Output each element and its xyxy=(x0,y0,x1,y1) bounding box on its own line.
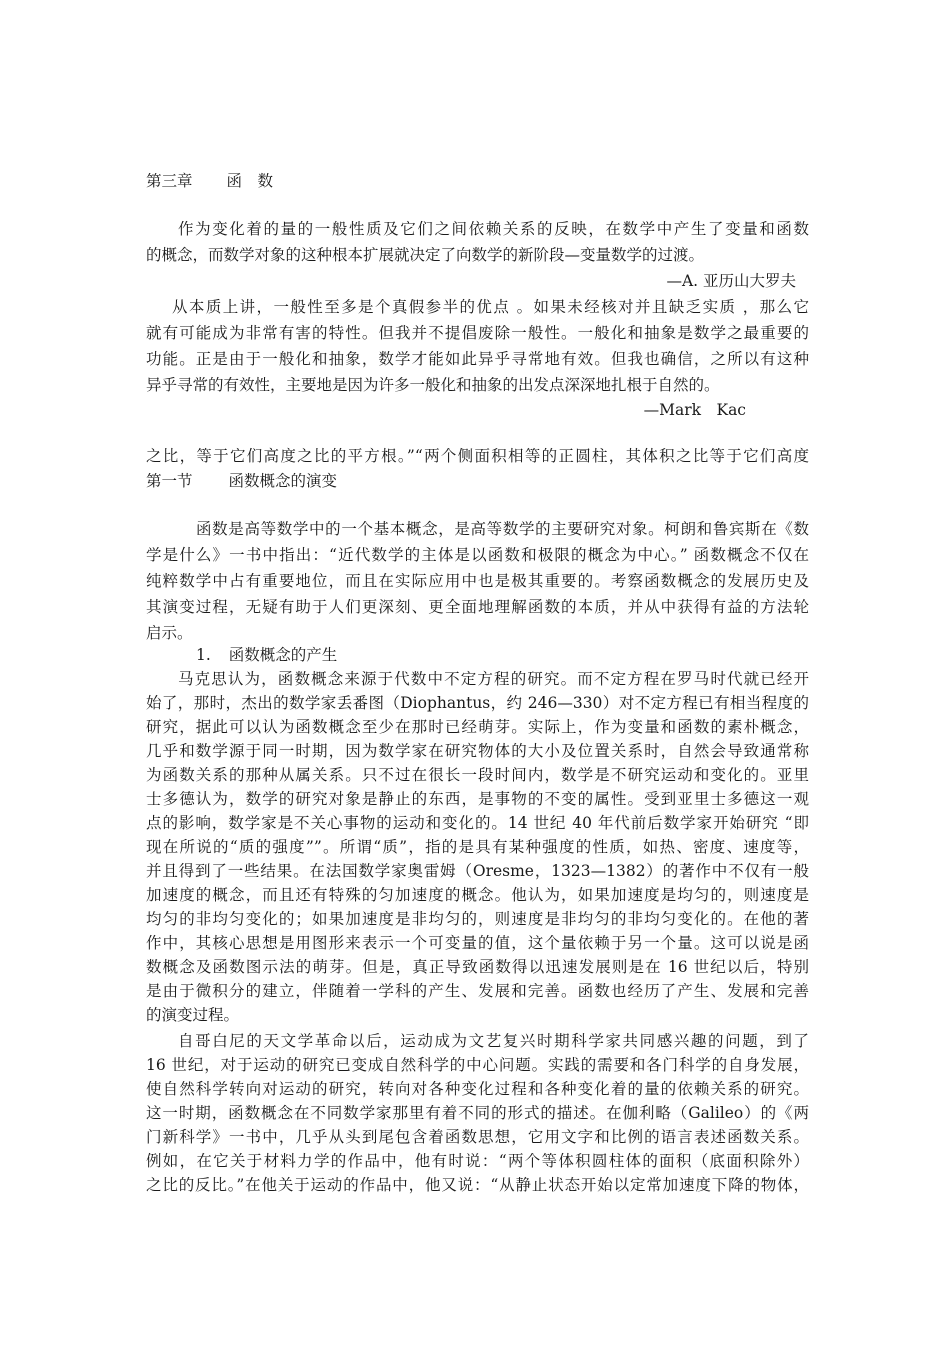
paragraph2-line: 加速度的概念，而且还有特殊的匀加速度的概念。他认为，如果加速度是均匀的，则速度是 xyxy=(146,886,809,904)
paragraph2-line: 为函数关系的那种从属关系。只不过在很长一段时间内，数学是不研究运动和变化的。亚里 xyxy=(146,766,809,784)
epigraph1-line: 作为变化着的量的一般性质及它们之间依赖关系的反映，在数学中产生了变量和函数 xyxy=(178,220,809,238)
paragraph2-line: 的演变过程。 xyxy=(146,1006,240,1024)
intro-line: 学是什么》一书中指出：“近代数学的主体是以函数和极限的概念为中心。” 函数概念不仅在 xyxy=(146,546,809,564)
epigraph2-line: 就有可能成为非常有害的特性。但我并不提倡废除一般性。一般化和抽象是数学之最重要的 xyxy=(146,324,809,342)
epigraph2-line: 从本质上讲，一般性至多是个真假参半的优点 。如果未经核对并且缺乏实质 ，那么它 xyxy=(172,298,809,316)
paragraph3-line: 16 世纪，对于运动的研究已变成自然科学的中心问题。实践的需要和各门科学的自身发展， xyxy=(146,1056,809,1074)
paragraph2-line: 点的影响，数学家是不关心事物的运动和变化的。14 世纪 40 年代前后数学家开始研究 “即 xyxy=(146,814,809,832)
intro-line: 启示。 xyxy=(146,624,193,642)
paragraph2-line: 始了，那时，杰出的数学家丢番图（Diophantus，约 246—330）对不定方程已有相当程度的 xyxy=(146,694,809,712)
paragraph3-line: 门新科学》一书中，几乎从头到尾包含着函数思想，它用文字和比例的语言表述函数关系。 xyxy=(146,1128,809,1146)
section-number: 第一节 xyxy=(146,472,193,490)
epigraph2-line: 功能。正是由于一般化和抽象，数学才能如此异乎寻常地有效。但我也确信，之所以有这种 xyxy=(146,350,809,368)
paragraph2-line: 并且得到了一些结果。在法国数学家奥雷姆（Oresme，1323—1382）的著作中不仅有一般 xyxy=(146,862,809,880)
paragraph2-line: 研究，据此可以认为函数概念至少在那时已经萌芽。实际上，作为变量和函数的素朴概念， xyxy=(146,718,809,736)
paragraph2-line: 是由于微积分的建立，伴随着一学科的产生、发展和完善。函数也经历了产生、发展和完善 xyxy=(146,982,809,1000)
paragraph2-line: 士多德认为，数学的研究对象是静止的东西，是事物的不变的属性。受到亚里士多德这一观 xyxy=(146,790,809,808)
paragraph3-line: 自哥白尼的天文学革命以后，运动成为文艺复兴时期科学家共同感兴趣的问题，到了 xyxy=(178,1032,809,1050)
paragraph2-line: 作中，其核心思想是用图形来表示一个可变量的值，这个量依赖于另一个量。这可以说是函 xyxy=(146,934,809,952)
paragraph2-line: 均匀的非均匀变化的；如果加速度是非均匀的，则速度是非均匀的非均匀变化的。在他的著 xyxy=(146,910,809,928)
fragment-line: 之比，等于它们高度之比的平方根。”“两个侧面积相等的正圆柱，其体积之比等于它们高度 xyxy=(146,447,809,465)
paragraph2-line: 数概念及函数图示法的萌芽。但是，真正导致函数得以迅速发展则是在 16 世纪以后，特别 xyxy=(146,958,809,976)
chapter-title: 函 数 xyxy=(226,172,274,190)
subsection-title: 函数概念的产生 xyxy=(228,646,338,664)
chapter-heading xyxy=(146,168,273,194)
epigraph1-line: 的概念，而数学对象的这种根本扩展就决定了向数学的新阶段—变量数学的过渡。 xyxy=(146,246,705,264)
epigraph2-attribution: —Mark Kac xyxy=(643,401,746,419)
section-title: 函数概念的演变 xyxy=(228,472,338,490)
epigraph1-attribution: —A. 亚历山大罗夫 xyxy=(666,272,796,290)
section-heading xyxy=(146,468,337,494)
subsection-heading xyxy=(196,642,337,668)
chapter-number: 第三章 xyxy=(146,172,193,190)
paragraph3-line: 使自然科学转向对运动的研究，转向对各种变化过程和各种变化着的量的依赖关系的研究。 xyxy=(146,1080,809,1098)
subsection-number: 1. xyxy=(196,646,211,664)
intro-line: 纯粹数学中占有重要地位，而且在实际应用中也是极其重要的。考察函数概念的发展历史及 xyxy=(146,572,809,590)
paragraph3-line: 这一时期，函数概念在不同数学家那里有着不同的形式的描述。在伽利略（Galileo）的《两 xyxy=(146,1104,809,1122)
paragraph3-line: 之比的反比。”在他关于运动的作品中，他又说：“从静止状态开始以定常加速度下降的物体， xyxy=(146,1176,809,1194)
paragraph3-line: 例如，在它关于材料力学的作品中，他有时说：“两个等体积圆柱体的面积（底面积除外） xyxy=(146,1152,809,1170)
epigraph2-line: 异乎寻常的有效性，主要地是因为许多一般化和抽象的出发点深深地扎根于自然的。 xyxy=(146,376,720,394)
paragraph2-line: 几乎和数学源于同一时期，因为数学家在研究物体的大小及位置关系时，自然会导致通常称 xyxy=(146,742,809,760)
intro-line: 函数是高等数学中的一个基本概念，是高等数学的主要研究对象。柯朗和鲁宾斯在《数 xyxy=(196,520,809,538)
paragraph2-line: 现在所说的“质的强度””。所谓“质”，指的是具有某种强度的性质，如热、密度、速度等， xyxy=(146,838,809,856)
intro-line: 其演变过程，无疑有助于人们更深刻、更全面地理解函数的本质，并从中获得有益的方法轮 xyxy=(146,598,809,616)
paragraph2-line: 马克思认为，函数概念来源于代数中不定方程的研究。而不定方程在罗马时代就已经开 xyxy=(178,670,809,688)
